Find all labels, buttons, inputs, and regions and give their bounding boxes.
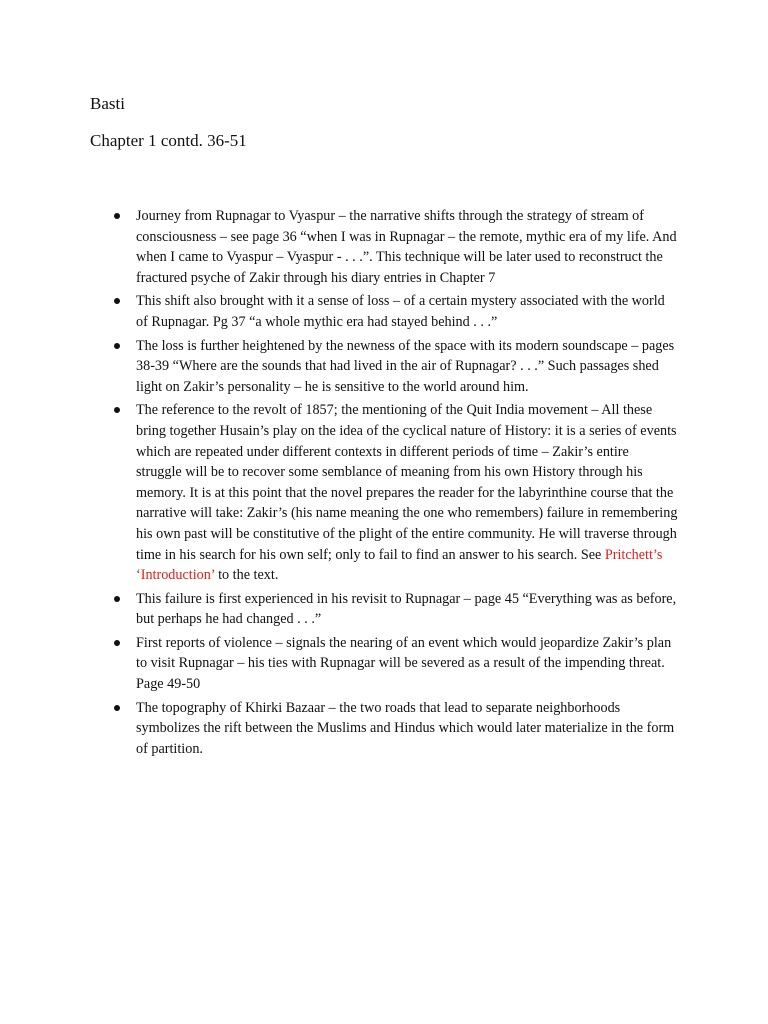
document-title: Basti [90, 94, 125, 113]
bullet-list [112, 206, 678, 762]
pritchett-introduction-link[interactable]: Pritchett’s ‘Introduction’ [136, 546, 663, 584]
bullet-dot-icon [114, 213, 120, 219]
bullet-dot-icon [114, 640, 120, 646]
bullet-item-1 [112, 206, 678, 288]
bullet-dot-icon [114, 407, 120, 413]
bullet-text-1: Journey from Rupnagar to Vyaspur – the narrative shifts through the strategy of stream of consciousness – see page 36 “when I was in Rupnagar – the remote, mythic era of my life. And when I came to Vyaspur – Vyaspur - . . .”. This technique will be later used to reconstruct the fractured psyche of Zakir through his diary entries in Chapter 7 [136, 208, 677, 286]
bullet-item-4 [112, 400, 678, 585]
bullet-item-7 [112, 698, 678, 760]
document-subtitle: Chapter 1 contd. 36-51 [90, 131, 247, 150]
bullet-text-2: This shift also brought with it a sense of loss – of a certain mystery associated with the world of Rupnagar. Pg 37 “a whole mythic era had stayed behind . . .” [136, 293, 665, 330]
bullet-text-3: The loss is further heightened by the newness of the space with its modern soundscape – pages 38-39 “Where are the sounds that had lived in the air of Rupnagar? . . .” Such passages shed light on Zakir’s personality – he is sensitive to the world around him. [136, 337, 675, 395]
bullet-item-2 [112, 291, 678, 332]
bullet-item-5 [112, 589, 678, 630]
bullet-text-6: First reports of violence – signals the nearing of an event which would jeopardize Zakir’s plan to visit Rupnagar – his ties with Rupnagar will be severed as a result of the impending threat. Page 49-50 [136, 634, 672, 693]
bullet-dot-icon [114, 596, 120, 602]
bullet-dot-icon [114, 343, 120, 349]
bullet-text-4-after: to the text. [214, 567, 279, 584]
bullet-dot-icon [114, 705, 120, 711]
bullet-text-7: The topography of Khirki Bazaar – the two roads that lead to separate neighborhoods symbolizes the rift between the Muslims and Hindus which would later materialize in the form of partition. [136, 699, 675, 757]
bullet-text-5: This failure is first experienced in his revisit to Rupnagar – page 45 “Everything was as before, but perhaps he had changed . . .” [136, 590, 677, 628]
bullet-item-6 [112, 633, 678, 695]
bullet-item-3 [112, 336, 678, 398]
bullet-text-4-before: The reference to the revolt of 1857; the mentioning of the Quit India movement – All these bring together Husain’s play on the idea of the cyclical nature of History: it is a series of events which are repeated under different contexts in different periods of time – Zakir’s entire struggle will be to recover some semblance of meaning from his own History through his memory. It is at this point that the novel prepares the reader for the labyrinthine course that the narrative will take: Zakir’s (his name meaning the one who remembers) failure in remembering his own past will be constitutive of the plight of the entire community. He will traverse through time in his search for his own self; only to fail to find an answer to his search. See [136, 402, 678, 563]
bullet-dot-icon [114, 298, 120, 304]
